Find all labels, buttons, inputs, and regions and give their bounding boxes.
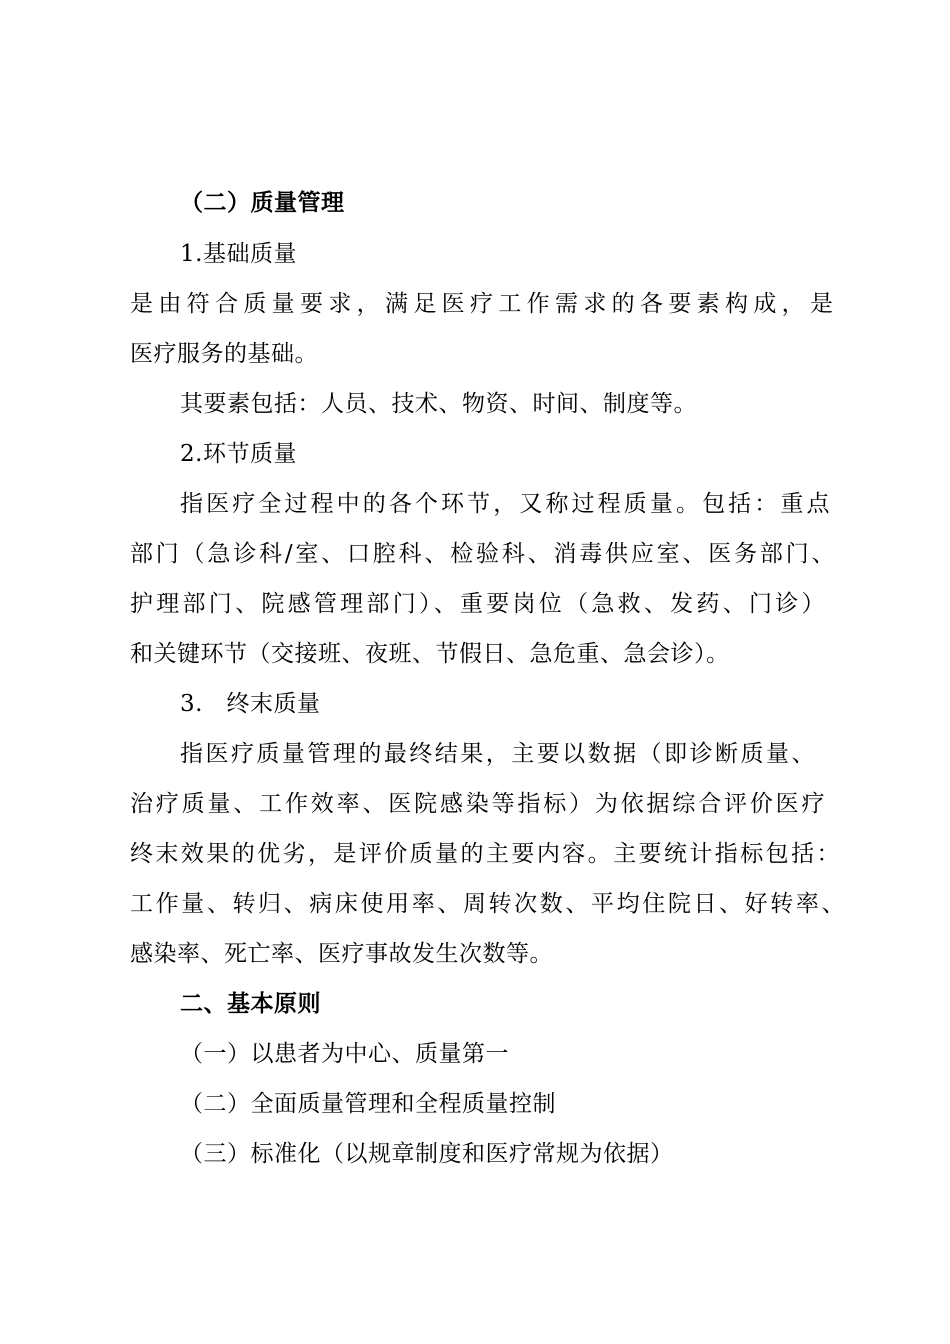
paragraph-line: 治疗质量、工作效率、医院感染等指标）为依据综合评价医疗 (130, 791, 825, 817)
list-item: （三）标准化（以规章制度和医疗常规为依据） (180, 1141, 674, 1167)
paragraph-line: 和关键环节（交接班、夜班、节假日、急危重、急会诊）。 (130, 641, 730, 667)
subheading-final-quality: 3. 终末质量 (180, 691, 321, 717)
paragraph-line: 部门（急诊科/室、口腔科、检验科、消毒供应室、医务部门、 (130, 541, 835, 567)
section-heading-quality-management: （二）质量管理 (180, 189, 345, 216)
paragraph-line: 感染率、死亡率、医疗事故发生次数等。 (130, 941, 553, 967)
subheading-process-quality: 2.环节质量 (180, 441, 297, 467)
paragraph-line: 其要素包括：人员、技术、物资、时间、制度等。 (180, 391, 697, 417)
paragraph-line: 终末效果的优劣，是评价质量的主要内容。主要统计指标包括： (130, 841, 840, 867)
subheading-basic-quality: 1.基础质量 (180, 241, 297, 267)
paragraph-line: 是由符合质量要求，满足医疗工作需求的各要素构成，是 (130, 291, 835, 317)
list-item: （二）全面质量管理和全程质量控制 (180, 1091, 556, 1117)
paragraph-line: 工作量、转归、病床使用率、周转次数、平均住院日、好转率、 (130, 891, 845, 917)
list-item: （一）以患者为中心、质量第一 (180, 1041, 509, 1067)
paragraph-line: 护理部门、院感管理部门）、重要岗位（急救、发药、门诊） (130, 591, 825, 617)
paragraph-line: 医疗服务的基础。 (130, 341, 318, 367)
section-heading-basic-principles: 二、基本原则 (180, 990, 321, 1017)
paragraph-line: 指医疗全过程中的各个环节，又称过程质量。包括：重点 (180, 491, 830, 517)
paragraph-line: 指医疗质量管理的最终结果，主要以数据（即诊断质量、 (180, 741, 815, 767)
